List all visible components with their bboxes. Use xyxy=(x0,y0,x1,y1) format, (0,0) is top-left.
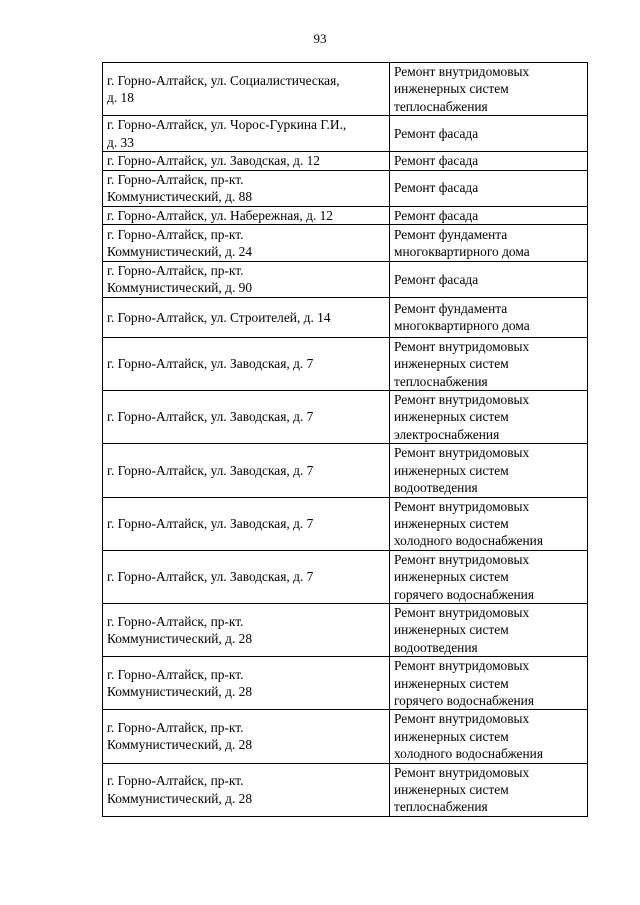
address-cell: г. Горно-Алтайск, пр-кт. Коммунистический, д. 28 xyxy=(103,763,390,816)
table-row xyxy=(103,225,588,262)
work-type-cell: Ремонт фундамента многоквартирного дома xyxy=(390,297,588,337)
table-row xyxy=(103,262,588,298)
address-cell: г. Горно-Алтайск, ул. Чорос-Гуркина Г.И., д. 33 xyxy=(103,116,390,152)
address-cell: г. Горно-Алтайск, ул. Заводская, д. 7 xyxy=(103,497,390,550)
table-row xyxy=(103,391,588,444)
address-cell: г. Горно-Алтайск, ул. Заводская, д. 7 xyxy=(103,391,390,444)
work-type-cell: Ремонт внутридомовых инженерных систем водоотведения xyxy=(390,444,588,497)
table-row xyxy=(103,297,588,337)
table-row xyxy=(103,116,588,152)
table-row xyxy=(103,603,588,656)
address-cell: г. Горно-Алтайск, пр-кт. Коммунистический, д. 88 xyxy=(103,170,390,206)
table-row xyxy=(103,63,588,116)
table-row xyxy=(103,444,588,497)
address-cell: г. Горно-Алтайск, ул. Социалистическая, д. 18 xyxy=(103,63,390,116)
address-cell: г. Горно-Алтайск, ул. Набережная, д. 12 xyxy=(103,206,390,224)
works-table xyxy=(102,62,588,817)
address-cell: г. Горно-Алтайск, ул. Заводская, д. 7 xyxy=(103,337,390,390)
work-type-cell: Ремонт фасада xyxy=(390,116,588,152)
work-type-cell: Ремонт внутридомовых инженерных систем теплоснабжения xyxy=(390,763,588,816)
work-type-cell: Ремонт внутридомовых инженерных систем горячего водоснабжения xyxy=(390,550,588,603)
work-type-cell: Ремонт внутридомовых инженерных систем водоотведения xyxy=(390,603,588,656)
address-cell: г. Горно-Алтайск, ул. Строителей, д. 14 xyxy=(103,297,390,337)
work-type-cell: Ремонт внутридомовых инженерных систем холодного водоснабжения xyxy=(390,497,588,550)
work-type-cell: Ремонт внутридомовых инженерных систем горячего водоснабжения xyxy=(390,657,588,710)
work-type-cell: Ремонт фасада xyxy=(390,170,588,206)
work-type-cell: Ремонт внутридомовых инженерных систем электроснабжения xyxy=(390,391,588,444)
address-cell: г. Горно-Алтайск, ул. Заводская, д. 7 xyxy=(103,550,390,603)
address-cell: г. Горно-Алтайск, пр-кт. Коммунистический, д. 24 xyxy=(103,225,390,262)
table-row xyxy=(103,710,588,763)
work-type-cell: Ремонт внутридомовых инженерных систем холодного водоснабжения xyxy=(390,710,588,763)
table-row xyxy=(103,550,588,603)
work-type-cell: Ремонт фасада xyxy=(390,262,588,298)
table-row xyxy=(103,337,588,390)
work-type-cell: Ремонт внутридомовых инженерных систем теплоснабжения xyxy=(390,337,588,390)
address-cell: г. Горно-Алтайск, ул. Заводская, д. 12 xyxy=(103,152,390,170)
address-cell: г. Горно-Алтайск, пр-кт. Коммунистический, д. 28 xyxy=(103,603,390,656)
table-row xyxy=(103,170,588,206)
work-type-cell: Ремонт внутридомовых инженерных систем теплоснабжения xyxy=(390,63,588,116)
address-cell: г. Горно-Алтайск, пр-кт. Коммунистический, д. 28 xyxy=(103,657,390,710)
page-number: 93 xyxy=(313,31,327,46)
work-type-cell: Ремонт фундамента многоквартирного дома xyxy=(390,225,588,262)
table-row xyxy=(103,206,588,224)
work-type-cell: Ремонт фасада xyxy=(390,152,588,170)
work-type-cell: Ремонт фасада xyxy=(390,206,588,224)
address-cell: г. Горно-Алтайск, пр-кт. Коммунистический, д. 90 xyxy=(103,262,390,298)
table-row xyxy=(103,497,588,550)
table-row xyxy=(103,152,588,170)
table-row xyxy=(103,657,588,710)
address-cell: г. Горно-Алтайск, пр-кт. Коммунистический, д. 28 xyxy=(103,710,390,763)
table-row xyxy=(103,763,588,816)
address-cell: г. Горно-Алтайск, ул. Заводская, д. 7 xyxy=(103,444,390,497)
